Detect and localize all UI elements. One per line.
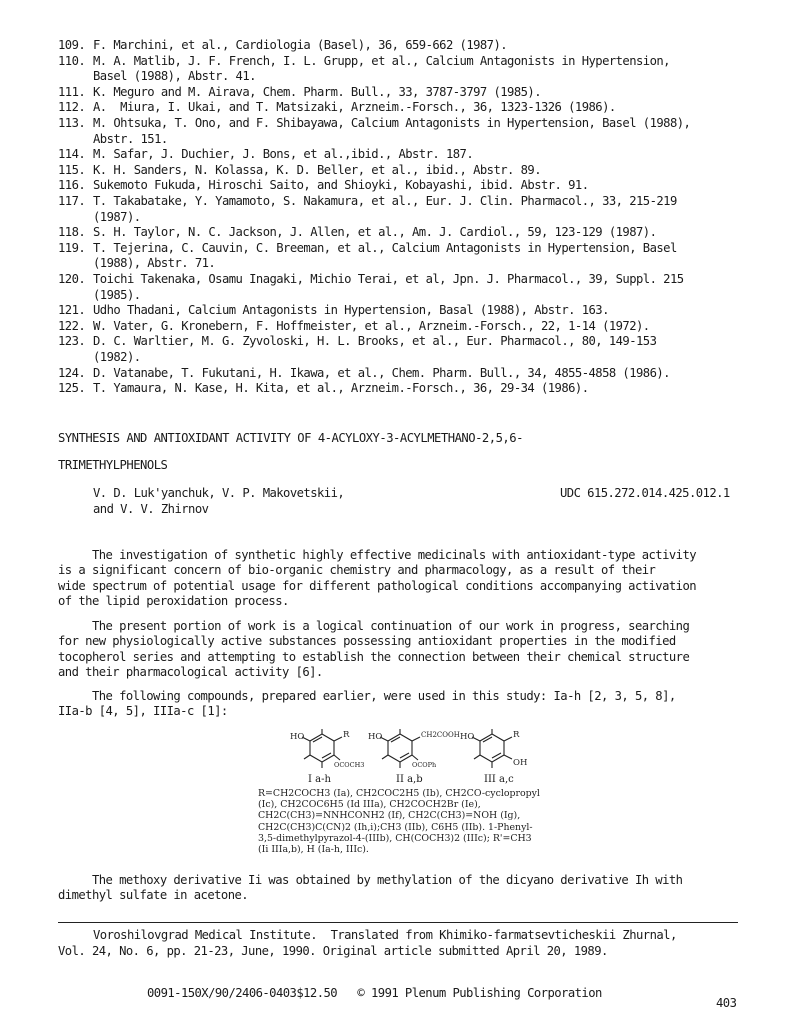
footnote-line-1: Voroshilovgrad Medical Institute. Translated from Khimiko-farmatsevticheskii Zhurnal, — [93, 928, 677, 942]
reference-text: K. Meguro and M. Airava, Chem. Pharm. Bull., 33, 3787-3797 (1985). — [93, 84, 541, 99]
structure-label-I: I a-h — [308, 774, 331, 785]
reference-text: Sukemoto Fukuda, Hiroschi Saito, and Shioyki, Kobayashi, ibid. Abstr. 91. — [93, 178, 589, 193]
structure-label-III: III a,c — [484, 774, 514, 785]
paragraph-line: wide spectrum of potential usage for different pathological conditions accompanying activation — [58, 578, 697, 593]
reference-number: 125. — [58, 381, 86, 396]
reference-number: 113. — [58, 116, 86, 130]
paragraph-line: The investigation of synthetic highly effective medicinals with antioxidant-type activity — [58, 548, 697, 562]
structure-label-II: II a,b — [396, 774, 423, 785]
structure-III-diagram — [460, 728, 530, 776]
paragraph-line: dimethyl sulfate in acetone. — [58, 888, 249, 903]
reference-text: (1985). — [93, 287, 141, 302]
reference-text: Basel (1988), Abstr. 41. — [93, 69, 256, 84]
reference-text: D. C. Warltier, M. G. Zyvoloski, H. L. Brooks, et al., Eur. Pharmacol., 80, 149-153 — [93, 334, 657, 349]
structure-III-oh-label: OH — [513, 758, 528, 768]
reference-text: (1988), Abstr. 71. — [93, 256, 216, 271]
reference-number: 110. — [58, 53, 86, 68]
paragraph-line: IIa-b [4, 5], IIIa-c [1]: — [58, 704, 228, 719]
reference-number: 122. — [58, 318, 86, 333]
article-title-line-2: TRIMETHYLPHENOLS — [58, 458, 168, 472]
reference-text: Toichi Takenaka, Osamu Inagaki, Michio Terai, et al, Jpn. J. Pharmacol., 39, Suppl. 215 — [93, 272, 684, 286]
udc-code: UDC 615.272.014.425.012.1 — [560, 486, 730, 500]
reference-text: D. Vatanabe, T. Fukutani, H. Ikawa, et al., Chem. Pharm. Bull., 34, 4855-4858 (1986). — [93, 365, 670, 380]
reference-number: 112. — [58, 100, 86, 115]
reference-text: M. Safar, J. Duchier, J. Bons, et al.,ibid., Abstr. 187. — [93, 147, 474, 162]
copyright-line: 0091-150X/90/2406-0403$12.50 © 1991 Plenum Publishing Corporation — [147, 986, 602, 1000]
reference-number: 119. — [58, 240, 86, 255]
reference-text: M. A. Matlib, J. F. French, I. L. Grupp, et al., Calcium Antagonists in Hypertension, — [93, 53, 670, 68]
structure-I-diagram — [290, 728, 365, 776]
reference-text: (1982). — [93, 350, 141, 364]
structure-II-acid-label: CH2COOH — [421, 731, 460, 739]
reference-text: W. Vater, G. Kronebern, F. Hoffmeister, et al., Arzneim.-Forsch., 22, 1-14 (1972). — [93, 318, 650, 333]
reference-number: 111. — [58, 84, 86, 99]
paragraph-line: tocopherol series and attempting to establish the connection between their chemical structure — [58, 649, 690, 664]
reference-text: F. Marchini, et al., Cardiologia (Basel), 36, 659-662 (1987). — [93, 38, 508, 52]
legend-line: (Ic), CH2COC6H5 (Id IIIa), CH2COCH2Br (Ie), — [258, 799, 481, 811]
legend-line: (Ii IIIa,b), H (Ia-h, IIIc). — [258, 844, 369, 855]
structure-I-ho-label: HO — [290, 732, 305, 742]
reference-number: 121. — [58, 303, 86, 318]
structure-I-r-label: R — [343, 730, 350, 740]
reference-text: T. Tejerina, C. Cauvin, C. Breeman, et al., Calcium Antagonists in Hypertension, Basel — [93, 240, 677, 255]
legend-line: CH2C(CH3)C(CN)2 (Ih,i);CH3 (IIb), C6H5 (IIb). 1-Phenyl- — [258, 821, 533, 833]
reference-number: 115. — [58, 162, 86, 177]
paragraph-line: of the lipid peroxidation process. — [58, 594, 289, 609]
page-number: 403 — [716, 996, 737, 1010]
reference-text: Udho Thadani, Calcium Antagonists in Hypertension, Basal (1988), Abstr. 163. — [93, 303, 609, 318]
reference-number: 118. — [58, 225, 86, 240]
reference-text: S. H. Taylor, N. C. Jackson, J. Allen, et al., Am. J. Cardiol., 59, 123-129 (1987). — [93, 225, 657, 240]
paragraph-line: for new physiologically active substances possessing antioxidant properties in the modified — [58, 634, 676, 649]
paragraph-line: The methoxy derivative Ii was obtained by methylation of the dicyano derivative Ih with — [58, 873, 683, 887]
structure-I-ester-label: OCOCH3 — [334, 761, 365, 769]
reference-number: 120. — [58, 272, 86, 286]
paragraph-line: is a significant concern of bio-organic chemistry and pharmacology, as a result of their — [58, 563, 656, 578]
reference-text: T. Takabatake, Y. Yamamoto, S. Nakamura, et al., Eur. J. Clin. Pharmacol., 33, 215-219 — [93, 194, 677, 208]
paragraph-line: The following compounds, prepared earlier, were used in this study: Ia-h [2, 3, 5, 8], — [58, 689, 676, 703]
reference-number: 117. — [58, 194, 86, 208]
structure-II-ester-label: OCOPh — [412, 761, 437, 769]
reference-number: 124. — [58, 365, 86, 380]
structure-III-r-label: R — [513, 730, 520, 740]
reference-text: A. Miura, I. Ukai, and T. Matsizaki, Arzneim.-Forsch., 36, 1323-1326 (1986). — [93, 100, 616, 115]
reference-text: T. Yamaura, N. Kase, H. Kita, et al., Arzneim.-Forsch., 36, 29-34 (1986). — [93, 381, 589, 396]
reference-number: 123. — [58, 334, 86, 349]
paragraph-line: The present portion of work is a logical continuation of our work in progress, searching — [58, 619, 690, 633]
authors-line-1: V. D. Luk'yanchuk, V. P. Makovetskii, — [93, 486, 345, 500]
reference-number: 114. — [58, 147, 86, 162]
paragraph-line: and their pharmacological activity [6]. — [58, 665, 323, 680]
reference-text: (1987). — [93, 209, 141, 224]
reference-text: M. Ohtsuka, T. Ono, and F. Shibayawa, Calcium Antagonists in Hypertension, Basel (1988), — [93, 116, 691, 130]
legend-line: R=CH2COCH3 (Ia), CH2COC2H5 (Ib), CH2CO-cyclopropyl — [258, 788, 540, 799]
structure-II-ho-label: HO — [368, 732, 383, 742]
structure-II-diagram — [368, 728, 460, 776]
legend-line: CH2C(CH3)=NNHCONH2 (If), CH2C(CH3)=NOH (Ig), — [258, 810, 521, 822]
legend-line: 3,5-dimethylpyrazol-4-(IIIb), CH(COCH3)2 (IIIc); R'=CH3 — [258, 832, 532, 844]
article-title-line-1: SYNTHESIS AND ANTIOXIDANT ACTIVITY OF 4-ACYLOXY-3-ACYLMETHANO-2,5,6- — [58, 431, 523, 445]
structure-III-ho-label: HO — [460, 732, 475, 742]
footnote-divider — [58, 922, 738, 923]
reference-text: K. H. Sanders, N. Kolassa, K. D. Beller, et al., ibid., Abstr. 89. — [93, 162, 541, 177]
reference-text: Abstr. 151. — [93, 131, 168, 146]
reference-number: 116. — [58, 178, 86, 193]
reference-number: 109. — [58, 38, 86, 52]
authors-line-2: and V. V. Zhirnov — [93, 502, 209, 516]
footnote-line-2: Vol. 24, No. 6, pp. 21-23, June, 1990. Original article submitted April 20, 1989. — [58, 944, 608, 958]
